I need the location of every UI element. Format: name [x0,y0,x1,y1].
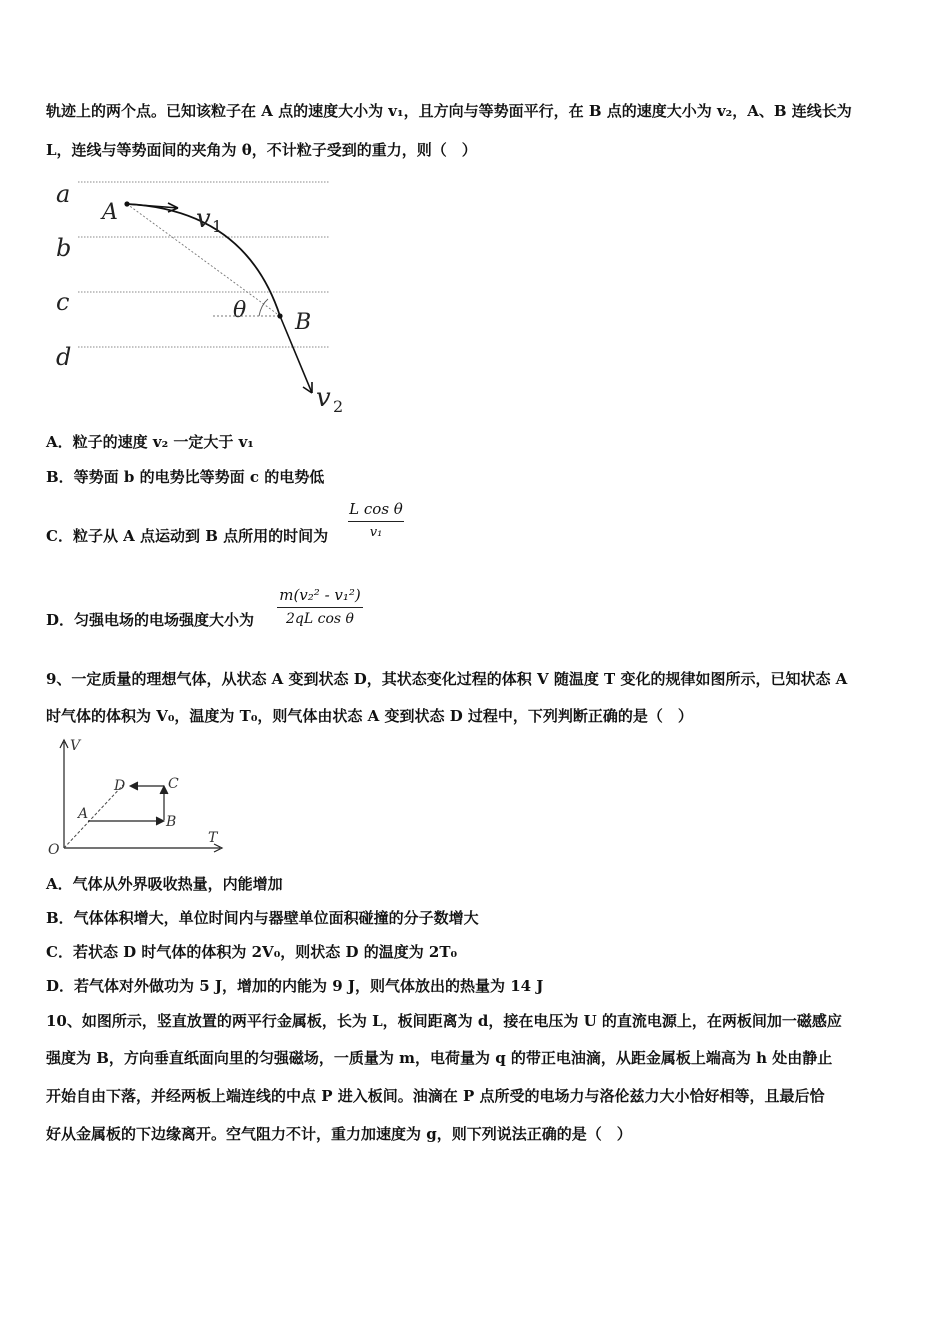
arrow-ab [156,817,164,825]
formula-c-numerator: L cos θ [349,500,403,518]
point-b-dot [277,313,282,318]
q10-stem-line2: 强度为 B，方向垂直纸面向里的匀强磁场，一质量为 m，电荷量为 q 的带正电油滴，从距金属板上端高为 h 处由静止 [46,1049,833,1067]
q9-vt-figure [44,736,234,858]
theta-label: θ [233,298,247,323]
formula-d-denominator: 2qL cos θ [286,611,354,627]
q9-stem-line1: 9、一定质量的理想气体，从状态 A 变到状态 D，其状态变化过程的体积 V 随温度 T 变化的规律如图所示，已知状态 A [46,670,848,688]
q8-option-c: C．粒子从 A 点运动到 B 点所用的时间为 [46,527,329,545]
q8-stem-line2: L，连线与等势面间的夹角为 θ，不计粒子受到的重力，则（ ） [46,141,477,159]
plane-label-c: c [56,288,70,316]
v2-subscript: 2 [333,397,344,416]
arrow-bc [160,786,168,794]
plane-label-d: d [56,343,72,371]
q9-stem-line2: 时气体的体积为 V₀，温度为 T₀，则气体由状态 A 变到状态 D 过程中，下列判断正确的是（ ） [46,707,693,725]
point-a-label: A [102,200,118,225]
state-d-label: D [114,778,126,794]
q9-option-d: D．若气体对外做功为 5 J，增加的内能为 9 J，则气体放出的热量为 14 J [46,977,544,995]
point-a-dot [124,201,129,206]
t-axis-label: T [208,830,218,846]
point-b-label: B [295,310,312,335]
formula-c-denominator: v₁ [369,525,383,540]
v1-label: v [196,204,211,234]
state-c-label: C [168,776,179,792]
q10-stem-line4: 好从金属板的下边缘离开。空气阻力不计，重力加速度为 g，则下列说法正确的是（ ） [46,1125,632,1143]
state-a-label: A [78,806,89,822]
formula-d-numerator: m(v₂² - v₁²) [279,586,361,604]
q8-option-d: D．匀强电场的电场强度大小为 [46,611,255,629]
q8-equipotential-figure [50,170,350,415]
q8-option-a: A．粒子的速度 v₂ 一定大于 v₁ [46,433,254,451]
q9-option-a: A．气体从外界吸收热量，内能增加 [46,875,283,893]
q10-stem-line3: 开始自由下落，并经两板上端连线的中点 P 进入板间。油滴在 P 点所受的电场力与洛伦兹力大小恰好相等，且最后恰 [46,1087,825,1105]
q8-stem-line1: 轨迹上的两个点。已知该粒子在 A 点的速度大小为 v₁，且方向与等势面平行，在 B 点的速度大小为 v₂，A、B 连线长为 [46,102,852,120]
q9-option-c: C．若状态 D 时气体的体积为 2V₀，则状态 D 的温度为 2T₀ [46,943,458,961]
arrow-cd [130,782,138,790]
origin-label: O [48,842,60,858]
v-axis-label: V [70,738,81,754]
formula-c [348,500,404,540]
state-b-label: B [166,814,177,830]
plane-label-b: b [56,234,72,262]
v1-subscript: 1 [212,217,223,236]
plane-label-a: a [56,180,71,208]
formula-d [277,586,363,627]
v2-label: v [316,383,331,413]
q9-option-b: B．气体体积增大，单位时间内与器壁单位面积碰撞的分子数增大 [46,909,479,927]
q10-stem-line1: 10、如图所示，竖直放置的两平行金属板，长为 L，板间距离为 d，接在电压为 U 的直流电源上，在两板间加一磁感应 [46,1012,842,1030]
q8-option-b: B．等势面 b 的电势比等势面 c 的电势低 [46,468,325,486]
